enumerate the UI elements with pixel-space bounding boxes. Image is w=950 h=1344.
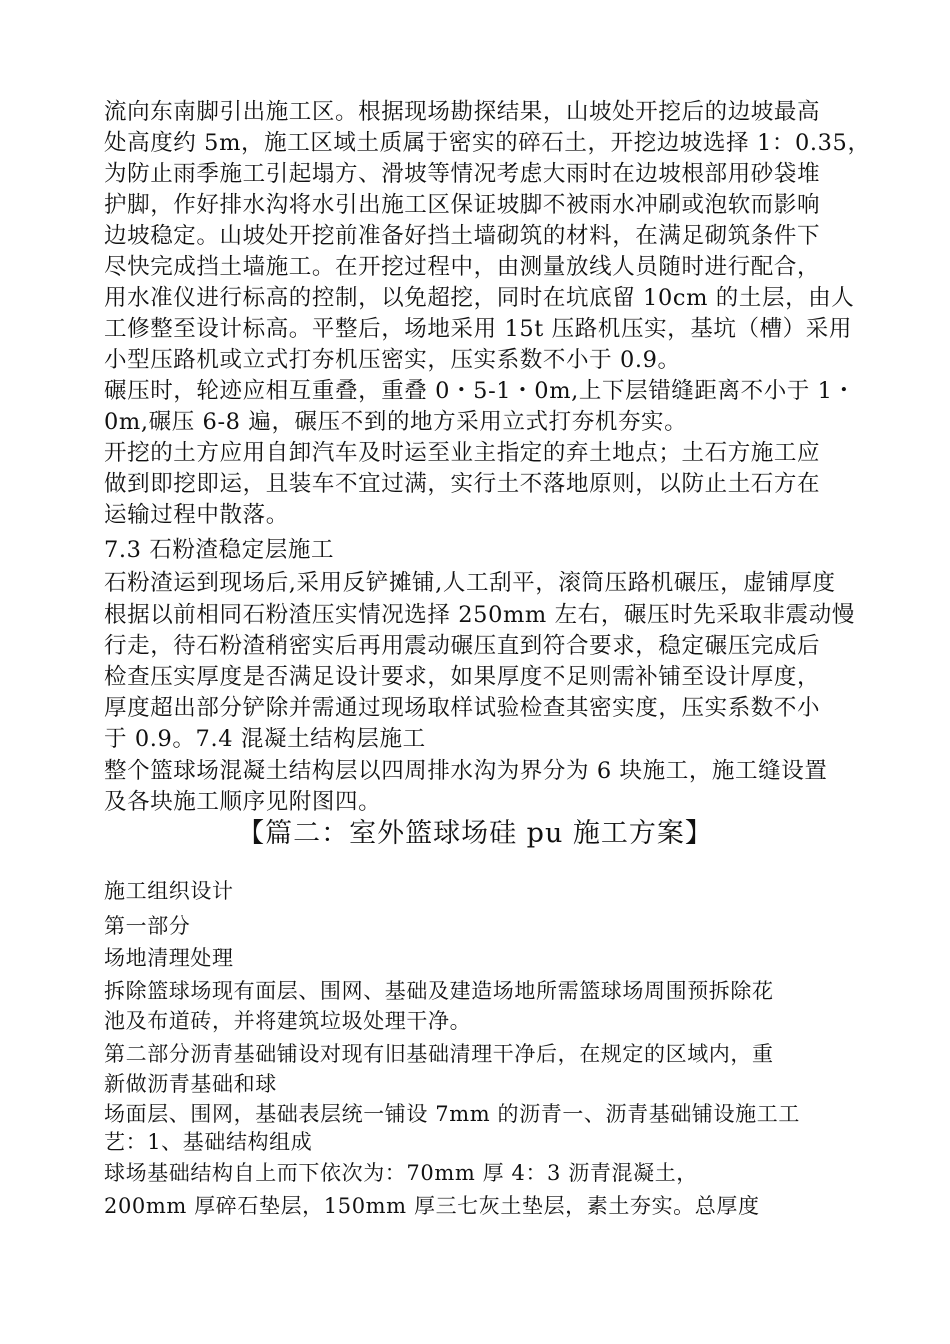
body-line: 整个篮球场混凝土结构层以四周排水沟为界分为 6 块施工，施工缝设置 [104,758,828,784]
body-line: 第二部分沥青基础铺设对现有旧基础清理干净后，在规定的区域内，重 [104,1042,774,1066]
body-line: 检查压实厚度是否满足设计要求，如果厚度不足则需补铺至设计厚度， [104,664,821,690]
body-line: 护脚，作好排水沟将水引出施工区保证坡脚不被雨水冲刷或泡软而影响 [104,192,821,218]
body-line: 工修整至设计标高。平整后，场地采用 15t 压路机压实，基坑（槽）采用 [104,316,852,342]
subheading: 施工组织设计 [104,879,234,903]
body-line: 于 0.9。7.4 混凝土结构层施工 [104,726,426,752]
body-line: 做到即挖即运，且装车不宜过满，实行土不落地原则，以防止土石方在 [104,471,821,497]
body-line: 开挖的土方应用自卸汽车及时运至业主指定的弃土地点；土石方施工应 [104,440,821,466]
body-line: 小型压路机或立式打夯机压密实，压实系数不小于 0.9。 [104,347,681,373]
body-line: 球场基础结构自上而下依次为：70mm 厚 4：3 沥青混凝土， [104,1161,698,1185]
body-line: 艺：1、基础结构组成 [104,1130,313,1154]
body-line: 及各块施工顺序见附图四。 [104,789,382,815]
body-line: 200mm 厚碎石垫层，150mm 厚三七灰土垫层，素土夯实。总厚度 [104,1194,760,1218]
body-line: 拆除篮球场现有面层、围网、基础及建造场地所需篮球场周围预拆除花 [104,979,774,1003]
subheading: 场地清理处理 [104,946,234,970]
body-line: 边坡稳定。山坡处开挖前准备好挡土墙砌筑的材料，在满足砌筑条件下 [104,223,821,249]
body-line: 0m,碾压 6-8 遍，碾压不到的地方采用立式打夯机夯实。 [104,409,688,435]
body-line: 流向东南脚引出施工区。根据现场勘探结果，山坡处开挖后的边坡最高 [104,99,821,125]
body-line: 场面层、围网，基础表层统一铺设 7mm 的沥青一、沥青基础铺设施工工 [104,1102,800,1126]
body-line: 用水准仪进行标高的控制，以免超挖，同时在坑底留 10cm 的土层，由人 [104,285,855,311]
body-line: 根据以前相同石粉渣压实情况选择 250mm 左右，碾压时先采取非震动慢 [104,602,855,628]
body-line: 新做沥青基础和球 [104,1072,277,1096]
body-line: 行走，待石粉渣稍密实后再用震动碾压直到符合要求，稳定碾压完成后 [104,633,821,659]
subheading: 第一部分 [104,914,191,938]
body-line: 池及布道砖，并将建筑垃圾处理干净。 [104,1009,472,1033]
body-line: 处高度约 5m，施工区域土质属于密实的碎石土，开挖边坡选择 1：0.35， [104,130,871,156]
body-line: 为防止雨季施工引起塌方、滑坡等情况考虑大雨时在边坡根部用砂袋堆 [104,161,821,187]
body-line: 碾压时，轮迹应相互重叠，重叠 0・5-1・0m,上下层错缝距离不小于 1・ [104,378,856,404]
body-line: 厚度超出部分铲除并需通过现场取样试验检查其密实度，压实系数不小 [104,695,821,721]
body-line: 石粉渣运到现场后,采用反铲摊铺,人工刮平，滚筒压路机碾压，虚铺厚度 [104,570,836,596]
document-title: 【篇二：室外篮球场硅 pu 施工方案】 [237,818,713,849]
body-line: 尽快完成挡土墙施工。在开挖过程中，由测量放线人员随时进行配合， [104,254,821,280]
body-line: 运输过程中散落。 [104,502,289,528]
section-heading: 7.3 石粉渣稳定层施工 [104,537,335,563]
